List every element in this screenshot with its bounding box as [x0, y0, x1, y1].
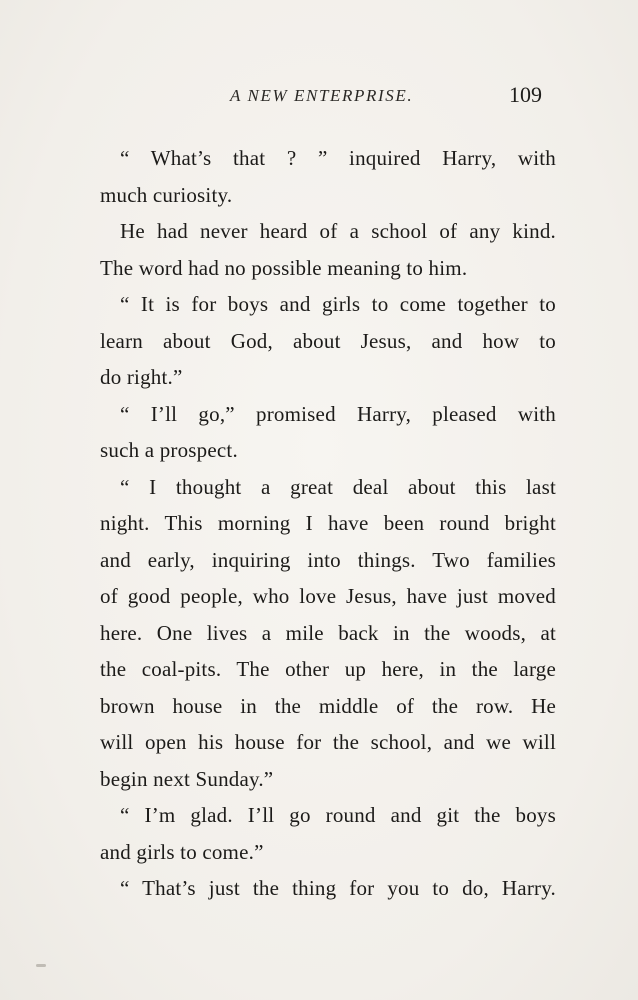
text-line: “ I thought a great deal about this last — [120, 474, 556, 499]
text-line: here. One lives a mile back in the woods, at — [100, 620, 556, 645]
body-text — [100, 140, 556, 907]
text-line: of good people, who love Jesus, have just moved — [100, 584, 556, 608]
text-line: night. This morning I have been round bright — [100, 511, 556, 535]
running-title: A NEW ENTERPRISE. — [230, 86, 414, 105]
text-line: The word had no possible meaning to him. — [100, 255, 468, 280]
text-line: do right.” — [100, 365, 183, 389]
text-line: He had never heard of a school of any kind. — [120, 219, 556, 243]
text-line: “ It is for boys and girls to come together to — [120, 292, 556, 316]
text-line: “ What’s that ? ” inquired Harry, with — [120, 146, 556, 170]
text-line: “ I’ll go,” promised Harry, pleased with — [120, 401, 556, 426]
text-line: learn about God, about Jesus, and how to — [100, 328, 556, 353]
text-line: “ I’m glad. I’ll go round and git the boys — [120, 803, 556, 827]
text-line: and early, inquiring into things. Two families — [100, 547, 556, 572]
page-number: 109 — [509, 82, 542, 107]
text-line: “ That’s just the thing for you to do, Harry. — [120, 876, 556, 900]
text-line: such a prospect. — [100, 438, 238, 462]
running-head — [100, 82, 546, 116]
text-line: begin next Sunday.” — [100, 766, 274, 791]
text-line: will open his house for the school, and we will — [100, 730, 556, 754]
text-line: the coal-pits. The other up here, in the large — [100, 657, 556, 681]
text-line: brown house in the middle of the row. He — [100, 693, 556, 718]
text-line: much curiosity. — [100, 182, 233, 207]
ink-speck — [36, 964, 46, 967]
text-line: and girls to come.” — [100, 839, 264, 864]
